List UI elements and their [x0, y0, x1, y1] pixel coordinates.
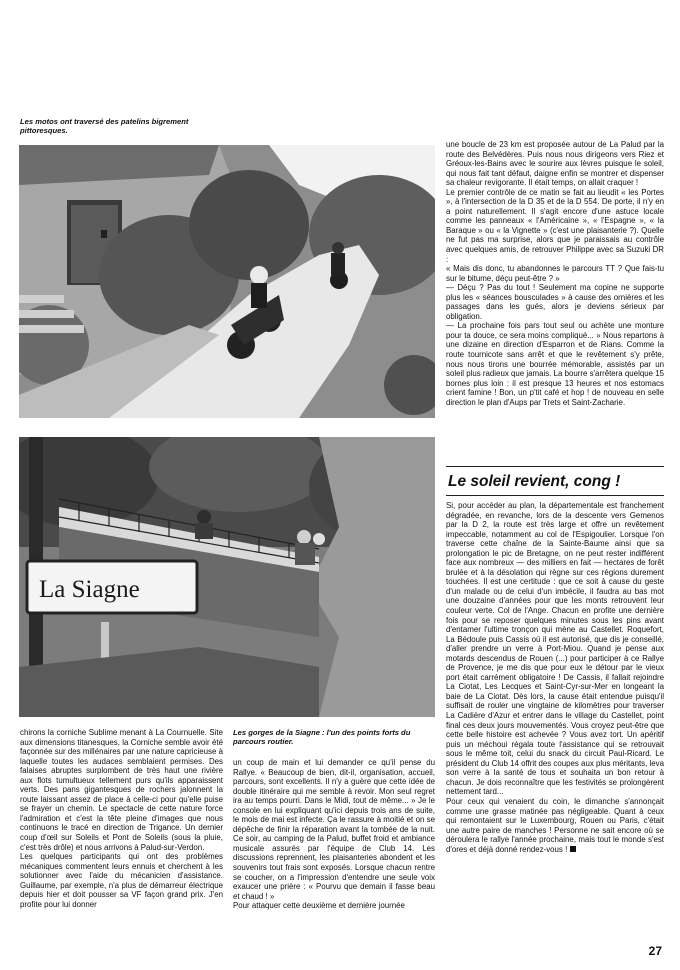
left-column-paragraph-2: Les quelques participants qui ont des problèmes mécaniques commentent leurs ennuis et cherchent à les solutionner avec l'aide du mécanicien d'assistance. Guillaume, par exemple, n'a plus de démarreur électrique depuis hier et doit pousser sa VF façon grand prix. J'en profite pour lui donner — [20, 852, 223, 909]
middle-column-paragraph-1: un coup de main et lui demander ce qu'il pense du Rallye. « Beaucoup de bien, dit-il, organisation, accueil, parcours, sont excellents. Il n'y a guère que cette idée de double itinéraire qui me semble à revoir. Mon seul regret ira au temps pourri. Dans le Midi, tout de même... » Je le console en lui expliquant qu'ici depuis trois ans de suite, le mois de mai est infecte. Ça le rassure à moitié et on se dépêche de finir la réparation avant la tombée de la nuit. Ce soir, au camping de la Palud, buffet froid et ambiance musicale assurés par l'équipe de Club 14. Les discussions reprennent, les plaisanteries abondent et les souvenirs tout frais sont exposés. Lorsque chacun rentre se coucher, on a l'impression d'entendre une seule voix exaucer une prière : « Pourvu que demain il fasse beau et chaud ! » — [233, 758, 435, 901]
la-siagne-bridge-photo — [19, 437, 435, 717]
end-mark-icon — [570, 846, 576, 852]
middle-column — [233, 758, 435, 911]
la-siagne-sign-text: La Siagne — [39, 576, 140, 603]
heading-rule-bottom — [446, 495, 664, 496]
right-top-paragraph-2: Le premier contrôle de ce matin se fait au lieudit « les Portes », à l'intersection de la D 35 et de la D 554. De porte, il n'y en a point naturellement. Il s'agit encore d'une astuce locale comme les panneaux « l'Américaine », « l'Espagne », « la Baraque » ou « la Vignette » (c'est une plaisanterie ?). Quelle ne fut pas ma surprise, alors que je paraissais au contrôle avec quelques amis, de retrouver Philippe avec sa Suzuki DR : — [446, 187, 664, 264]
left-column — [20, 728, 223, 909]
right-top-paragraph-3: « Mais dis donc, tu abandonnes le parcours TT ? Que fais-tu sur le bitume, déçu peut-être ? » — [446, 264, 664, 283]
right-bottom-paragraph-2-text: Pour ceux qui venaient du coin, le dimanche s'annonçait comme une grasse matinée pas négligeable. Quant à ceux qui remontaient sur le Luxembourg, Rouen ou Paris, c'était une autre paire de manches ! Personne ne sait encore où se déroulera le rallye l'année prochaine, mais tout le monde s'est d'ores et déjà donné rendez-vous ! — [446, 796, 664, 854]
right-top-paragraph-5: — La prochaine fois pars tout seul ou achète une monture pour ta douce, ce sera moins compliqué... » Nous repartons à une dizaine en direction d'Esparron et de Rians. Comme la route tournicote sans arrêt et que le revêtement s'y prête, nous nous tirons une bourrée mémorable, assistés par un soleil plus radieux que jamais. La bourre s'arrêtera quelque 15 bornes plus loin : il est presque 13 heures et nos estomacs crient famine ! Bon, un p'tit café et hop ! de nouveau en selle direction le plan d'Aups par Trets et Saint-Zacharie. — [446, 321, 664, 407]
right-top-paragraph-4: — Déçu ? Pas du tout ! Seulement ma copine ne supporte plus les « séances bousculades » à cause des ornières et les passages dans les gués, alors je deviens sérieux par obligation. — [446, 283, 664, 321]
top-photo-caption: Les motos ont traversé des patelins bigrement pittoresques. — [20, 117, 189, 136]
heading-rule-top — [446, 466, 664, 467]
middle-column-paragraph-2: Pour attaquer cette deuxième et dernière journée — [233, 901, 405, 911]
section-heading: Le soleil revient, cong ! — [448, 473, 621, 490]
page-number: 27 — [648, 944, 662, 958]
village-street-photo — [19, 145, 435, 418]
right-column-bottom — [446, 501, 664, 854]
left-column-paragraph-1: chirons la corniche Sublime menant à La Cournuelle. Site aux dimensions titanesques, la Corniche semble avoir été façonnée sur des millénaires par une nature capricieuse à laquelle toutes les audaces semblaient permises. Des falaises abruptes surplombent de très haut une rivière aux flots tumultueux tellement purs qu'ils apparaissent verts. Des pans gigantesques de rochers jalonnent la route laissant assez de place à celle-ci pour qu'elle puise se frayer un chemin. Le spectacle de cette nature force l'admiration et c'est la tête pleine d'images que nous continuons le tracé en direction de Trigance. Un dernier coup d'œil sur Soleils et Pont de Soleils (sous la pluie, c'est très drôle) et nous arrivons à Palud-sur-Verdon. — [20, 728, 223, 852]
right-top-paragraph-1: une boucle de 23 km est proposée autour de La Palud par la route des Belvédères. Puis nous nous dirigeons vers Riez et Gréoux-les-Bains avec le sourire aux lèvres puisque le soleil, qui nous fait tant défaut, daigne enfin se montrer et dispenser sa chaleur revigorante. Il était temps, on allait craquer ! — [446, 140, 664, 188]
right-bottom-paragraph-2 — [446, 797, 664, 854]
right-bottom-paragraph-1: Si, pour accéder au plan, la départementale est franchement dégradée, en revanche, lors de la descente vers Gemenos par la D 2, la route est très large et offre un revêtement impeccable, notamment au col de l'Espigoulier. Lorsque l'on traverse cette chaîne de la Sainte-Baume ainsi que sa prolongation le pic de Bretagne, on ne peut rester indifférent face aux nombreux — des milliers en fait — hectares de forêt brulée et à la désolation qui règne sur ces régions durement touchées. Il est une certitude : que ce soit à cause du geste d'un malade ou de celui d'un imbécile, il faudra au bas mot une douzaine d'années pour que les monts retrouvent leur couleur verte. Col de l'Ange. Chacun en profite une dernière fois pour se reposer quelques minutes sous les pins avant d'entamer l'ultime tronçon qui mène au Castellet. Roquefort, La Bédoule puis Cassis où il est autorisé, que dis je conseillé, d'aller prendre un verre à Port-Miou. Quand je pense aux motards descendus de Rouen (...) pour participer à ce Rallye de Provence, je me dis que pour eux le détour par le vieux port était carrément obligatoire ! De Cassis, il fallait rejoindre La Ciotat, Les Lecques et Saint-Cyr-sur-Mer en longeant la baie de La Ciotat. Dès lors, la cause était entendue puisqu'il suffisait de rouler une vingtaine de kilomètres pour traverser La Cadière d'Azur et entrer dans le village du Castellet, point final ces deux jours mouvementés. Vous croyez peut-être que cette belle histoire est achevée ? Vous avez tort. Un apéritif puis un méchoui régala toute l'assistance qui se retrouvait sous le même toit, celui du snack du circuit Paul-Ricard. Le président du Club 14 offrit des coupes aux plus méritants, leva son verre à la santé de tous et souhaita un bon retour à chacun. Je dois reconnaître que les festivités se prolongèrent nettement tard... — [446, 501, 664, 797]
right-column-top — [446, 140, 664, 407]
gorges-photo-caption: Les gorges de la Siagne : l'un des points forts du parcours routier. — [233, 728, 411, 747]
